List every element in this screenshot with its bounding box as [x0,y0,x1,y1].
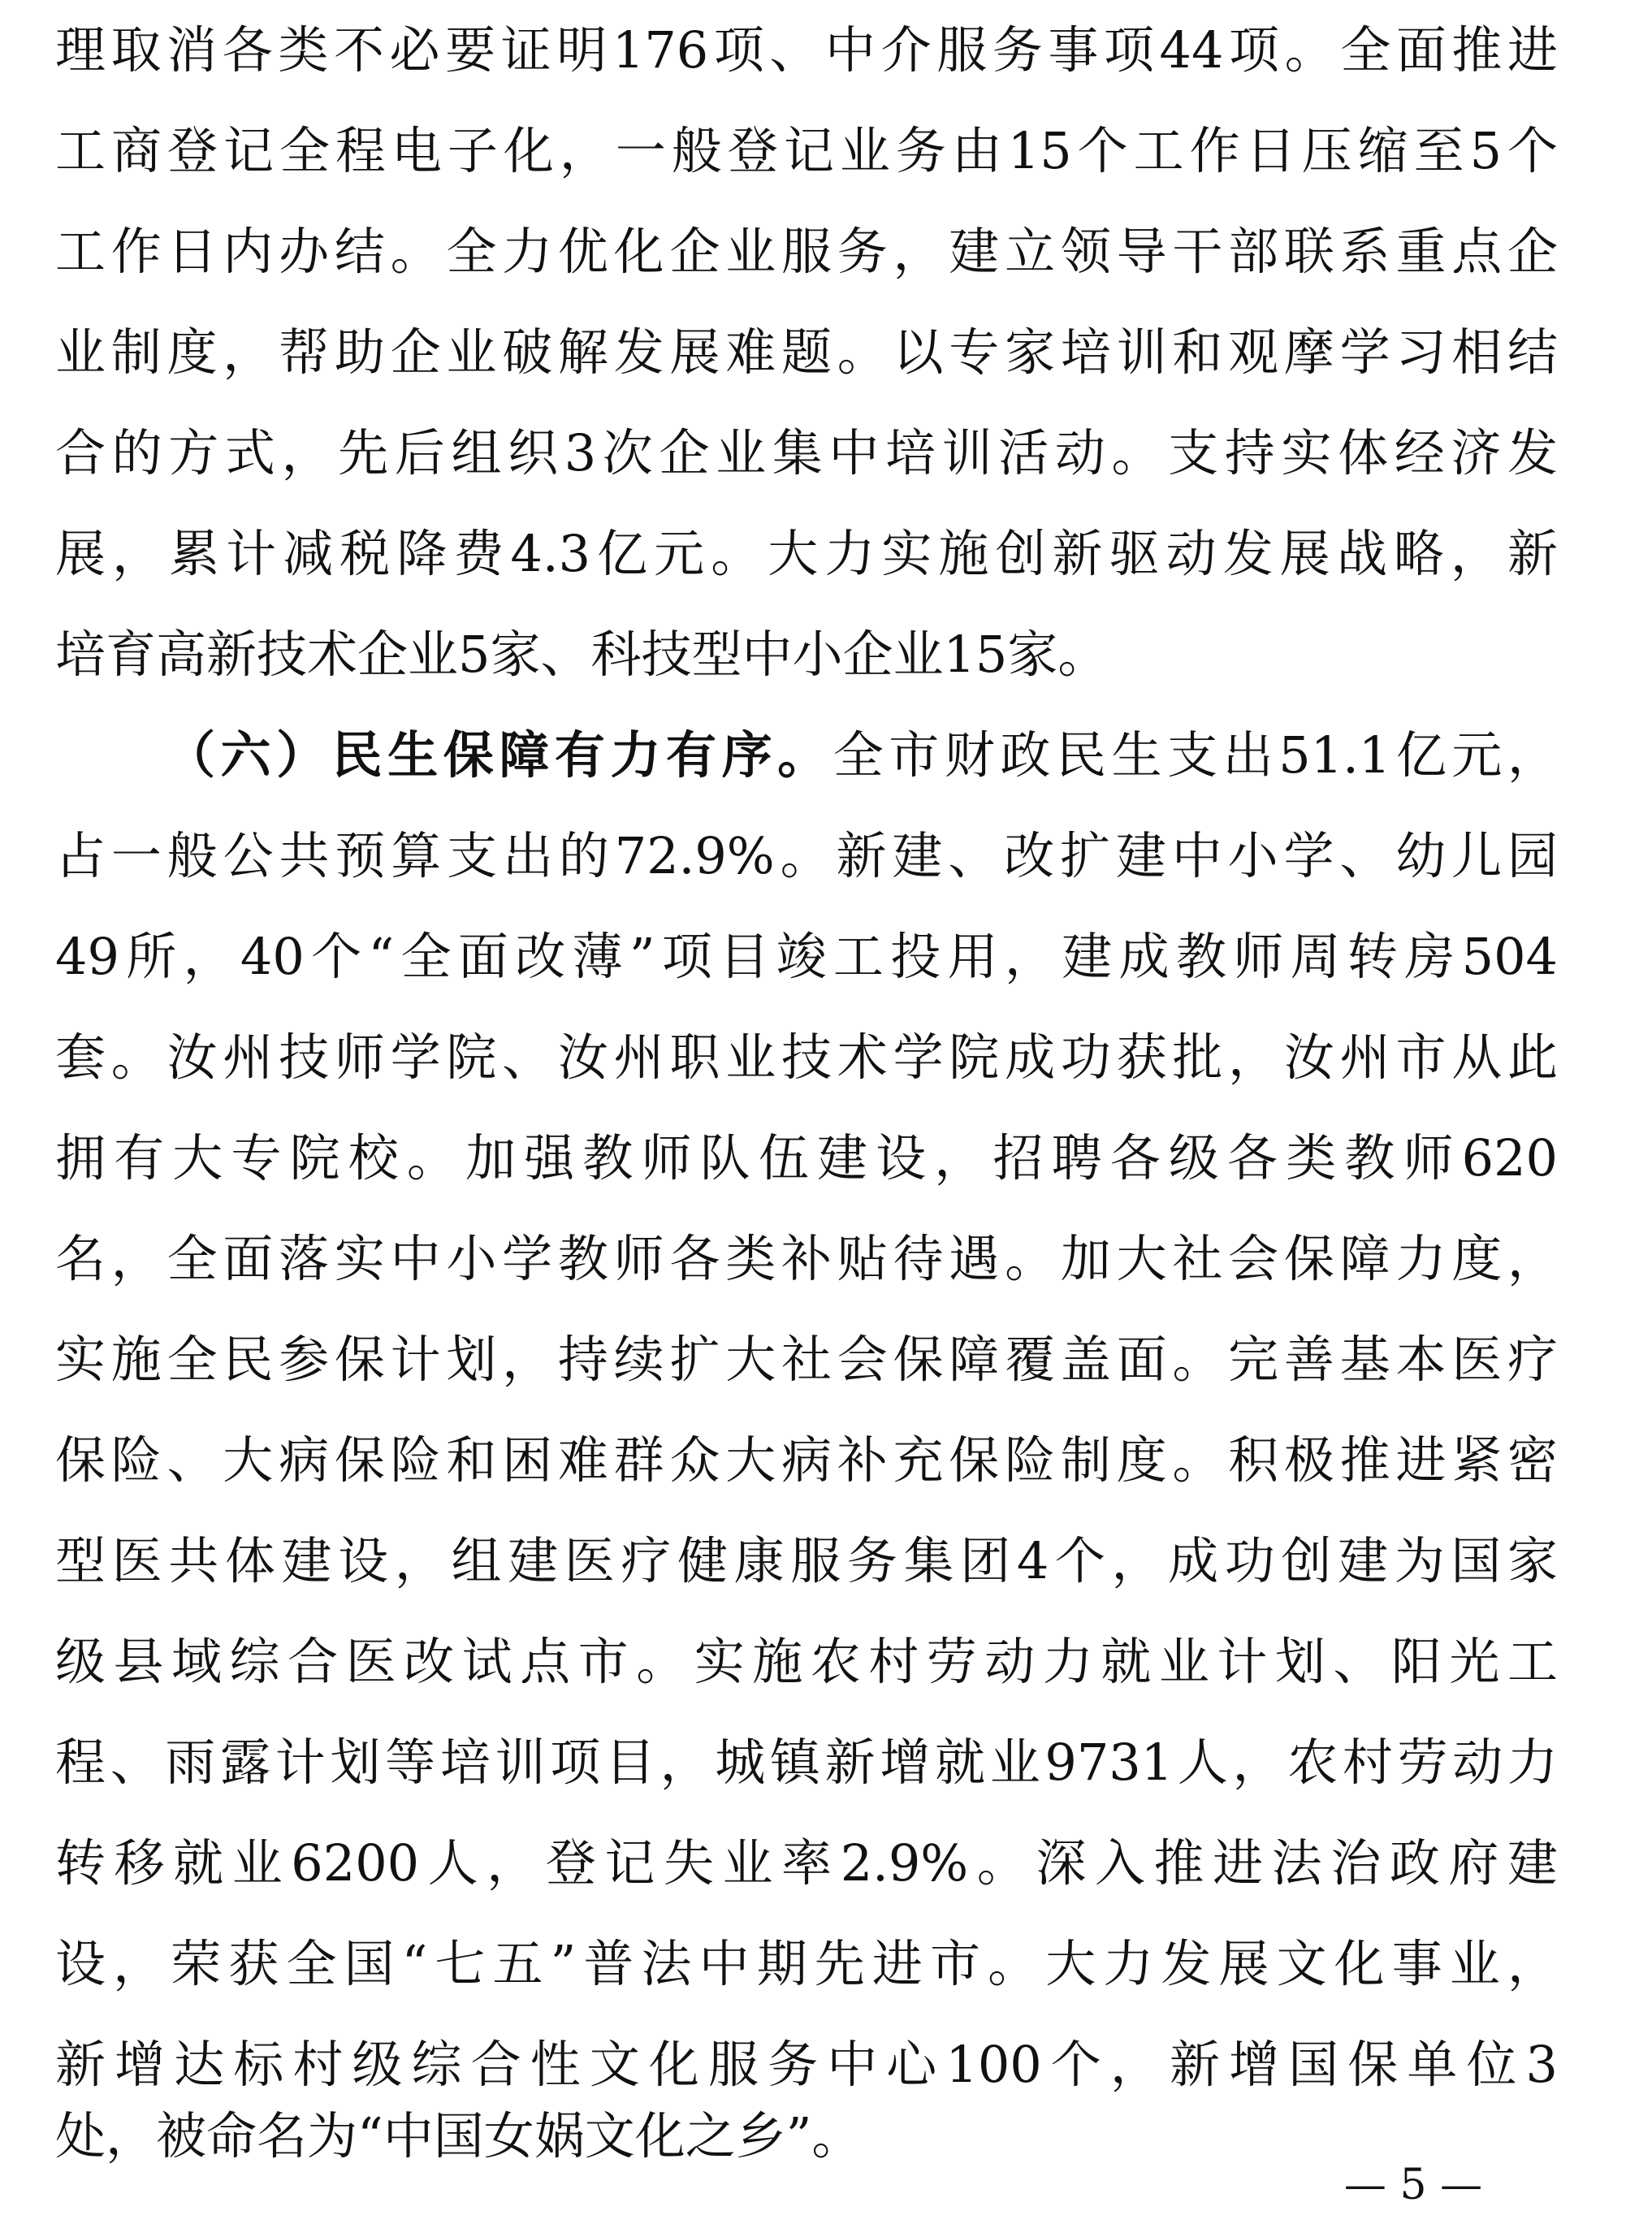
paragraph-line: 实施全民参保计划，持续扩大社会保障覆盖面。完善基本医疗 [55,1330,1558,1389]
paragraph-line: 名，全面落实中小学教师各类补贴待遇。加大社会保障力度， [55,1229,1558,1288]
paragraph-line: 级县域综合医改试点市。实施农村劳动力就业计划、阳光工 [55,1632,1558,1691]
paragraph-line: 合的方式，先后组织3次企业集中培训活动。支持实体经济发 [55,423,1558,482]
paragraph-line: 设，荣获全国“七五”普法中期先进市。大力发展文化事业， [55,1934,1558,1993]
paragraph-line: 49所，40个“全面改薄”项目竣工投用，建成教师周转房504 [55,927,1558,986]
section-first-line-text: 全市财政民生支出51.1亿元， [832,725,1558,785]
paragraph-line: 理取消各类不必要证明176项、中介服务事项44项。全面推进 [55,20,1558,80]
paragraph-line: 程、雨露计划等培训项目，城镇新增就业9731人，农村劳动力 [55,1733,1558,1792]
paragraph-line: 型医共体建设，组建医疗健康服务集团4个，成功创建为国家 [55,1531,1558,1590]
paragraph-line: 拥有大专院校。加强教师队伍建设，招聘各级各类教师620 [55,1128,1558,1188]
paragraph-line: 保险、大病保险和困难群众大病补充保险制度。积极推进紧密 [55,1430,1558,1490]
paragraph-line: 展，累计减税降费4.3亿元。大力实施创新驱动发展战略，新 [55,524,1558,583]
section-heading: （六）民生保障有力有序。 [165,725,833,785]
paragraph-line: 新增达标村级综合性文化服务中心100个，新增国保单位3 [55,2035,1558,2094]
page-number: — 5 — [1343,2161,1483,2209]
paragraph-line: 工作日内办结。全力优化企业服务，建立领导干部联系重点企 [55,222,1558,281]
paragraph-line: 业制度，帮助企业破解发展难题。以专家培训和观摩学习相结 [55,322,1558,382]
section-first-line [55,705,1558,806]
paragraph-line: 培育高新技术企业5家、科技型中小企业15家。 [55,625,1109,684]
paragraph-line: 工商登记全程电子化，一般登记业务由15个工作日压缩至5个 [55,121,1558,180]
paragraph-line: 占一般公共预算支出的72.9%。新建、改扩建中小学、幼儿园 [55,826,1558,885]
paragraph-line: 处，被命名为“中国女娲文化之乡”。 [55,2106,863,2166]
paragraph-line: 套。汝州技师学院、汝州职业技术学院成功获批，汝州市从此 [55,1028,1558,1087]
paragraph-line: 转移就业6200人，登记失业率2.9%。深入推进法治政府建 [55,1833,1558,1893]
